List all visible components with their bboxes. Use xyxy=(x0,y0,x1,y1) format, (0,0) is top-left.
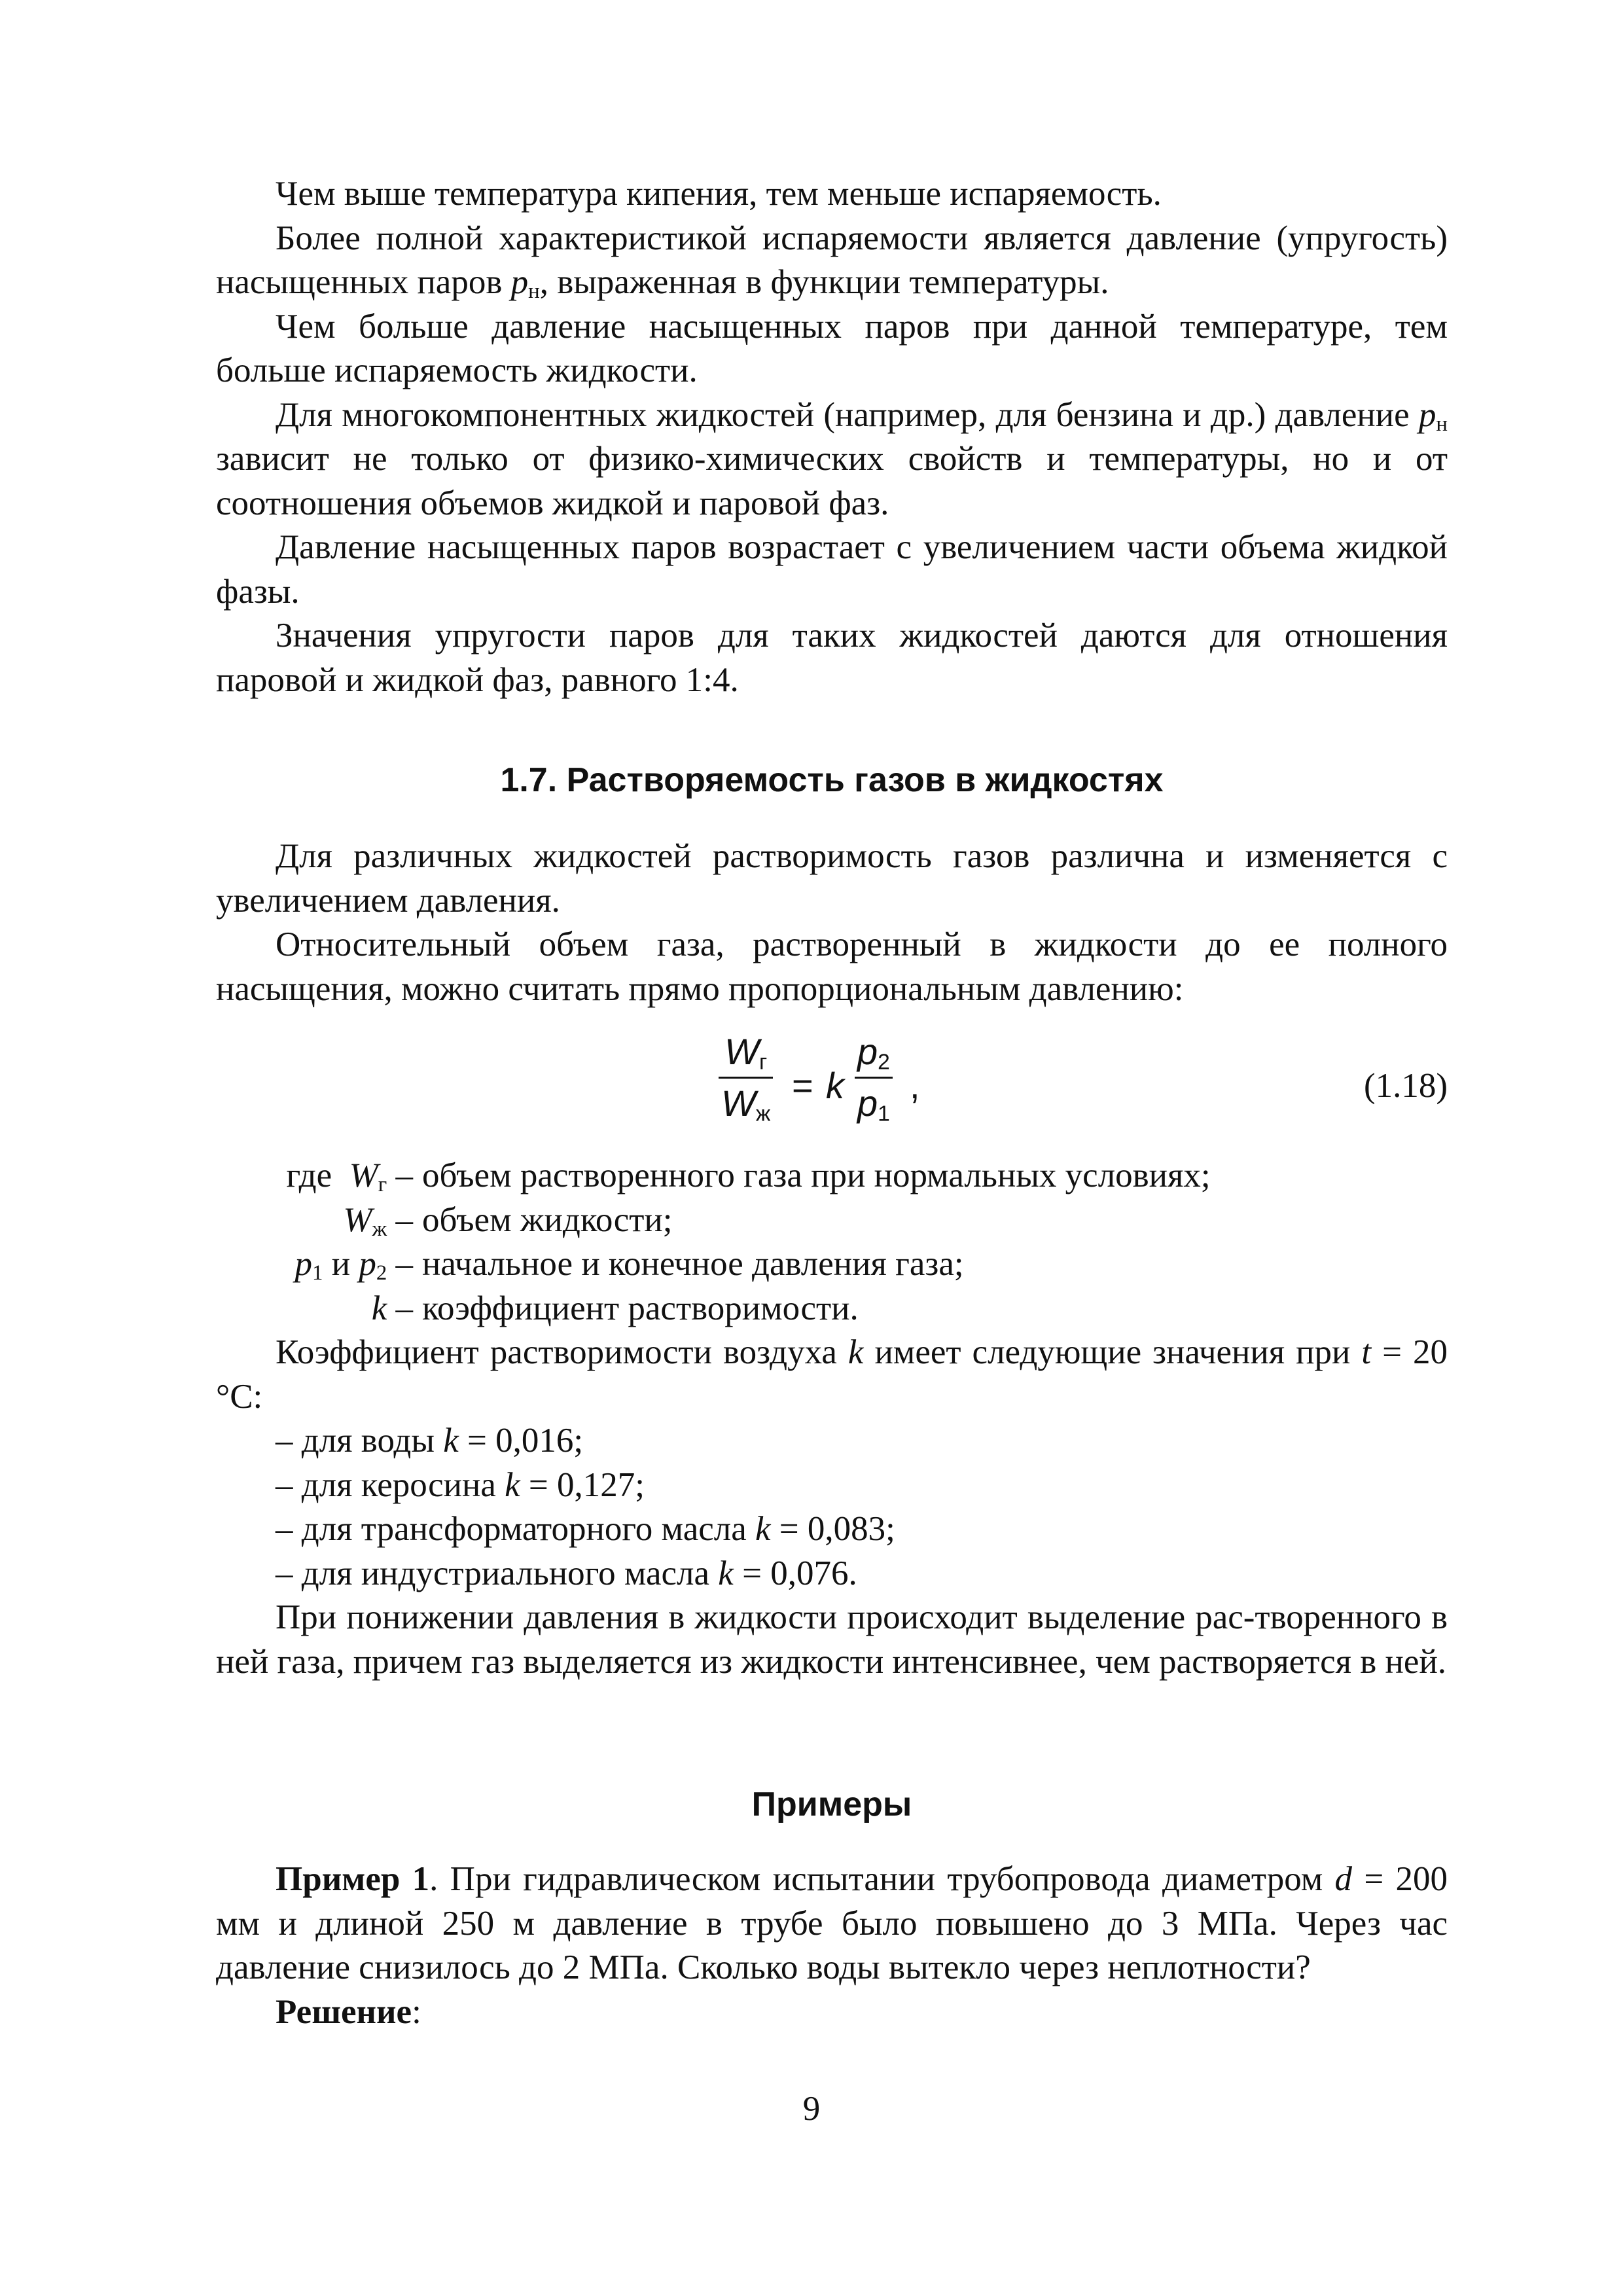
list-item: – для индустриального масла k = 0,076. xyxy=(276,1554,857,1592)
list-item: – для воды k = 0,016; xyxy=(276,1422,584,1460)
definition-row: k – коэффициент растворимости. xyxy=(371,1289,859,1327)
paragraph: Для многокомпонентных жидкостей (например, для бензина и др.) давление $p_н$ зависит не только от физико-химических свойств и температуры, но и от соотношения объемов жидкой и паровой фаз. xyxy=(216,395,1448,522)
formula-lhs-numerator: $W_г$ xyxy=(724,1031,768,1075)
examples-section xyxy=(216,1857,1448,2034)
coefficients-section xyxy=(216,1331,1448,1684)
paragraph: Для различных жидкостей растворимость газов различна и изменяется с увеличением давления. xyxy=(216,837,1448,920)
section-heading: 1.7. Растворяемость газов в жидкостях xyxy=(500,761,1164,799)
fraction-bar xyxy=(719,1077,773,1079)
formula-lhs-fraction xyxy=(719,1031,773,1124)
intro-section xyxy=(216,172,1448,702)
paragraph: Относительный объем газа, растворенный в жидкости до ее полного насыщения, можно считать прямо пропорциональным давлению: xyxy=(216,925,1448,1008)
formula-1-18 xyxy=(216,1031,1448,1142)
examples-heading: Примеры xyxy=(751,1785,912,1823)
paragraph: Давление насыщенных паров возрастает с увеличением части объема жидкой фазы. xyxy=(216,528,1448,611)
page-number: 9 xyxy=(802,2090,821,2128)
formula-rhs-numerator: $p_2$ xyxy=(857,1031,890,1075)
paragraph: Более полной характеристикой испаряемости является давление (упругость) насыщенных паров $p_н$, выраженная в функции температуры. xyxy=(216,219,1448,304)
list-item: – для керосина k = 0,127; xyxy=(276,1465,645,1504)
formula-comma: , xyxy=(910,1065,920,1106)
formula-definitions xyxy=(216,1154,1448,1331)
definition-row: где $W_г$ – объем растворенного газа при нормальных условиях; xyxy=(286,1157,1211,1197)
definition-row: $W_ж$ – объем жидкости; xyxy=(343,1200,673,1241)
definition-row: $p_1$ и $p_2$ – начальное и конечное давления газа; xyxy=(294,1245,964,1285)
solubility-section xyxy=(216,834,1448,1011)
formula-rhs-denominator: $p_1$ xyxy=(857,1083,890,1126)
formula-lhs-denominator: $W_ж$ xyxy=(721,1083,771,1126)
example-paragraph: Пример 1. При гидравлическом испытании трубопровода диаметром d = 200 мм и длиной 250 м давление в трубе было повышено до 3 МПа. Через час давление снизилось до 2 МПа. Сколько воды вытекло через неплотности? xyxy=(216,1860,1448,1986)
solution-label: Решение: xyxy=(276,1992,421,2031)
paragraph: Коэффициент растворимости воздуха k имеет следующие значения при t = 20 °С: xyxy=(216,1333,1448,1416)
paragraph: Значения упругости паров для таких жидкостей даются для отношения паровой и жидкой фаз, равного 1:4. xyxy=(216,617,1448,699)
formula-rhs-fraction xyxy=(855,1031,893,1124)
paragraph: Чем больше давление насыщенных паров при данной температуре, тем больше испаряемость жидкости. xyxy=(216,307,1448,389)
fraction-bar xyxy=(855,1077,893,1079)
formula-equals: = xyxy=(792,1065,813,1106)
equation-number: (1.18) xyxy=(1363,1067,1448,1105)
paragraph: При понижении давления в жидкости происходит выделение рас-творенного в ней газа, причем газ выделяется из жидкости интенсивнее, чем растворяется в ней. xyxy=(216,1598,1448,1681)
formula-coefficient: k xyxy=(826,1065,844,1106)
paragraph: Чем выше температура кипения, тем меньше испаряемость. xyxy=(276,175,1162,213)
list-item: – для трансформаторного масла k = 0,083; xyxy=(276,1510,895,1548)
